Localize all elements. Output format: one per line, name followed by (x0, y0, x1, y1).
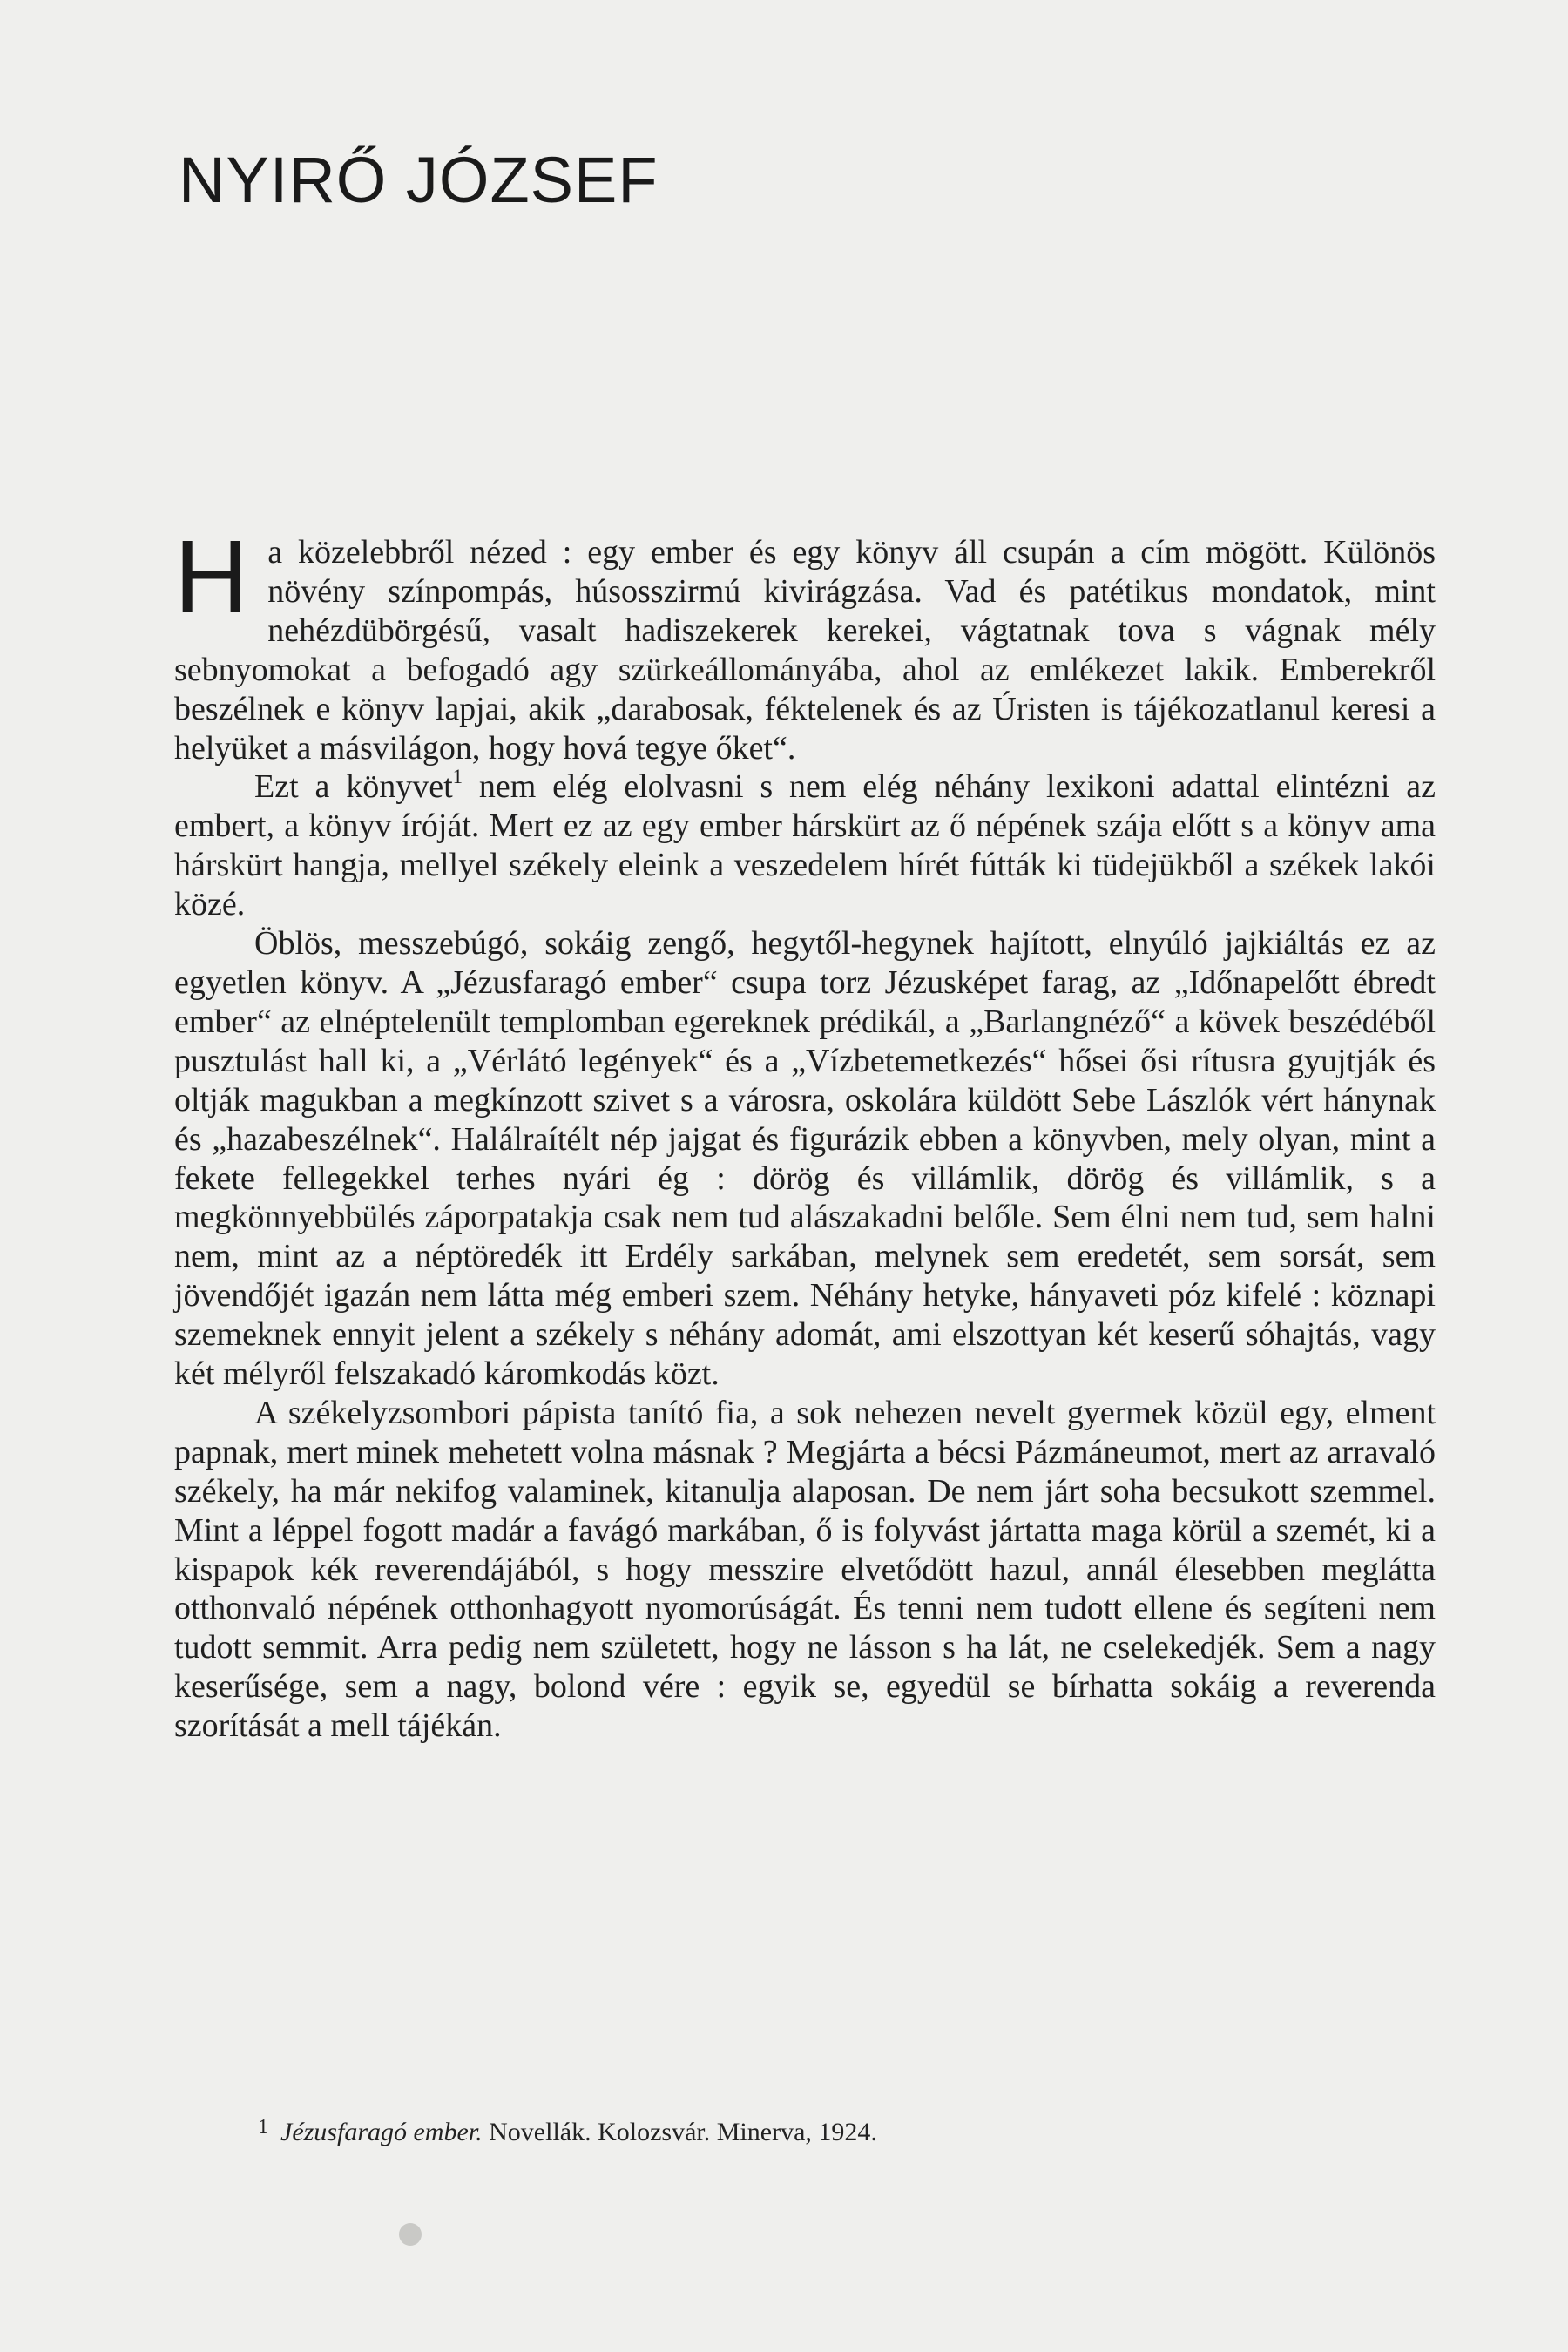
footnote-title: Jézusfaragó ember. (280, 2118, 483, 2146)
paragraph-1-text: a közelebbről nézed : egy ember és egy könyv áll csupán a cím mögött. Különös növény színpompás, húsosszirmú kivirágzása. Vad és patétikus mondatok, mint nehézdübörgésű, vasalt hadiszekerek kerekei, vágtatnak tova s vágnak mély sebnyomokat a befogadó agy szürkeállományába, ahol az emlékezet lakik. Emberekről beszélnek e könyv lapjai, akik „darabosak, féktelenek és az Úristen is tájékozatlanul keresi a helyüket a másvilágon, hogy hová tegye őket“. (174, 534, 1436, 767)
paragraph-2 (174, 767, 1436, 924)
page-title: NYIRŐ JÓZSEF (179, 144, 659, 216)
footnote-reference: 1 (452, 766, 463, 788)
footnote-mark: 1 (258, 2116, 268, 2139)
article-body (174, 519, 1436, 1746)
drop-cap: H (174, 519, 249, 634)
paragraph-3: Öblös, messzebúgó, sokáig zengő, hegytől-hegynek hajított, elnyúló jajkiáltás ez az egyetlen könyv. A „Jézusfaragó ember“ csupa torz Jézusképet farag, az „Időnapelőtt ébredt ember“ az elnéptelenült templomban egereknek prédikál, a „Barlangnéző“ a kövek beszédéből pusztulást hall ki, a „Vérlátó legények“ és a „Vízbetemetkezés“ hősei ősi rítusra gyujtják és oltják magukban a megkínzott szivet s a városra, oskolára küldött Sebe Lászlók vért hánynak és „hazabeszélnek“. Halálraítélt nép jajgat és figurázik ebben a könyvben, mely olyan, mint a fekete fellegekkel terhes nyári ég : dörög és villámlik, dörög és villámlik, s a megkönnyebbülés záporpatakja csak nem tud alászakadni belőle. Sem élni nem tud, sem halni nem, mint az a néptöredék itt Erdély sarkában, melynek sem eredetét, sem sorsát, sem jövendőjét igazán nem látta még emberi szem. Néhány hetyke, hányaveti póz kifelé : köznapi szemeknek ennyit jelent a székely s néhány adomát, ami elszottyan két keserű sóhajtás, vagy két mélyről felszakadó káromkodás közt. (174, 925, 1436, 1393)
footnote (258, 2112, 877, 2148)
paragraph-2-text-b: nem elég elolvasni s nem elég néhány lexikoni adattal elintézni az embert, a könyv íróját. Mert ez az egy ember hárskürt az ő népének szája előtt s a könyv ama hárskürt hangja, mellyel székely eleink a veszedelem hírét fútták ki tüdejükből a székek lakói közé. (174, 768, 1436, 923)
paragraph-4: A székelyzsombori pápista tanító fia, a sok nehezen nevelt gyermek közül egy, elment papnak, mert minek mehetett volna másnak ? Megjárta a bécsi Pázmáneumot, mert az arravaló székely, ha már nekifog valaminek, kitanulja alaposan. De nem járt soha becsukott szemmel. Mint a léppel fogott madár a favágó markában, ő is folyvást jártatta maga körül a szemét, ki a kispapok kék reverendájából, s hogy messzire elvetődött hazul, annál élesebben meglátta otthonvaló népének otthonhagyott nyomorúságát. És tenni nem tudott ellene és segíteni nem tudott semmit. Arra pedig nem született, hogy ne lásson s ha lát, ne cselekedjék. Sem a nagy keserűsége, sem a nagy, bolond vére : egyik se, egyedül se bírhatta sokáig a reverenda szorítását a mell tájékán. (174, 1394, 1436, 1745)
footnote-text: Novellák. Kolozsvár. Minerva, 1924. (482, 2118, 877, 2146)
paper-speck (399, 2223, 422, 2246)
paragraph-1 (174, 519, 1436, 767)
paragraph-2-text-a: Ezt a könyvet (254, 768, 453, 806)
